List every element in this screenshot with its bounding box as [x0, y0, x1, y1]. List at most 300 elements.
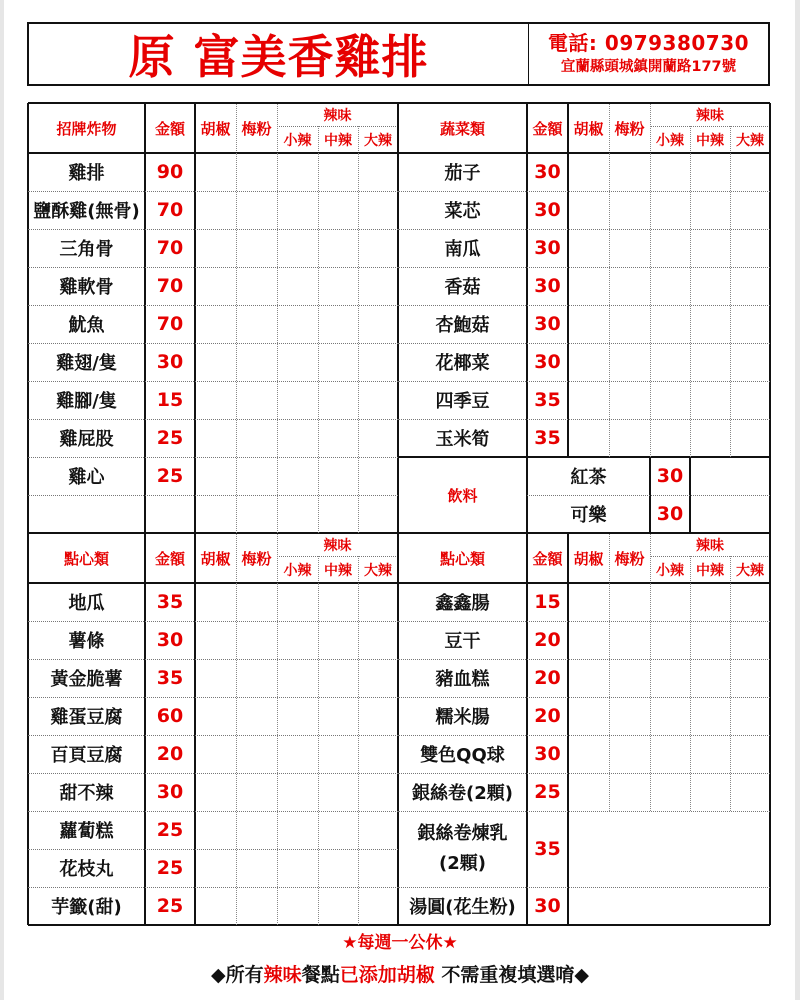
snack-left-option-checkbox[interactable]	[195, 849, 236, 887]
grid-line	[28, 621, 398, 622]
snack-left-option-checkbox[interactable]	[358, 735, 398, 773]
snack-left-item-name: 地瓜	[68, 593, 105, 614]
snack-left-option-checkbox[interactable]	[318, 621, 358, 659]
veg-option-checkbox[interactable]	[568, 191, 609, 229]
veg-option-checkbox[interactable]	[568, 381, 609, 419]
fried-option-checkbox[interactable]	[236, 267, 277, 305]
fried-option-checkbox[interactable]	[277, 305, 318, 343]
grid-line	[730, 126, 731, 153]
grid-line	[28, 697, 398, 698]
veg-option-checkbox[interactable]	[650, 267, 690, 305]
veg-mild-header: 小辣	[656, 132, 684, 149]
snack-left-option-checkbox[interactable]	[277, 659, 318, 697]
snack-right-notes-cell[interactable]	[568, 811, 770, 887]
snack-right-option-checkbox[interactable]	[609, 621, 650, 659]
fried-plum-header: 梅粉	[241, 119, 272, 138]
snack-right-option-checkbox[interactable]	[730, 773, 770, 811]
snack-left-item-price: 35	[156, 667, 184, 689]
snack-right-notes-cell[interactable]	[568, 887, 770, 925]
veg-option-checkbox[interactable]	[568, 153, 609, 191]
fried-item-name: 魷魚	[68, 315, 105, 336]
veg-option-checkbox[interactable]	[730, 267, 770, 305]
snack-right-item-price: 30	[534, 743, 561, 765]
store-address: 宜蘭縣頭城鎮開蘭路177號	[560, 59, 737, 75]
page-edge-left	[0, 0, 4, 1000]
snack-left-option-checkbox[interactable]	[195, 773, 236, 811]
veg-option-checkbox[interactable]	[568, 343, 609, 381]
fried-item-name: 雞排	[68, 163, 105, 184]
fried-item-name: 三角骨	[59, 239, 114, 260]
snack-right-option-checkbox[interactable]	[690, 659, 730, 697]
fried-option-checkbox[interactable]	[318, 305, 358, 343]
snack-right-option-checkbox[interactable]	[690, 735, 730, 773]
veg-item-price: 30	[534, 161, 561, 183]
veg-option-checkbox[interactable]	[650, 153, 690, 191]
fried-mild-header: 小辣	[283, 132, 312, 149]
veg-option-checkbox[interactable]	[650, 229, 690, 267]
snack-left-option-checkbox[interactable]	[277, 773, 318, 811]
fried-option-checkbox[interactable]	[277, 229, 318, 267]
snack-right-item-price: 30	[534, 895, 561, 917]
note-pepper: 已添加胡椒	[339, 964, 435, 986]
grid-line	[650, 533, 651, 583]
fried-option-checkbox[interactable]	[358, 457, 398, 495]
snack-left-option-checkbox[interactable]	[358, 811, 398, 849]
snack-left-option-checkbox[interactable]	[318, 659, 358, 697]
snack-left-item-name: 雞蛋豆腐	[50, 707, 123, 728]
grid-line	[194, 103, 196, 925]
snack-right-hot-header: 大辣	[736, 562, 764, 579]
grid-line	[236, 533, 237, 583]
fried-option-checkbox[interactable]	[277, 267, 318, 305]
veg-option-checkbox[interactable]	[690, 419, 730, 457]
grid-line	[28, 191, 398, 192]
fried-option-checkbox[interactable]	[195, 381, 236, 419]
fried-item-name: 雞腳/隻	[56, 391, 117, 412]
snack-right-option-checkbox[interactable]	[730, 583, 770, 621]
veg-option-checkbox[interactable]	[690, 191, 730, 229]
veg-item-name: 四季豆	[435, 391, 490, 412]
menu-header	[27, 22, 770, 86]
veg-option-checkbox[interactable]	[730, 419, 770, 457]
fried-option-checkbox[interactable]	[277, 381, 318, 419]
fried-option-checkbox[interactable]	[236, 343, 277, 381]
snack-left-option-checkbox[interactable]	[236, 887, 277, 925]
fried-blank-cell[interactable]	[318, 495, 358, 533]
snack-right-option-checkbox[interactable]	[568, 735, 609, 773]
snack-left-item-price: 25	[156, 895, 184, 917]
fried-option-checkbox[interactable]	[358, 153, 398, 191]
fried-option-checkbox[interactable]	[318, 419, 358, 457]
grid-line	[318, 583, 319, 925]
veg-item-price: 30	[534, 351, 561, 373]
veg-item-price: 30	[534, 275, 561, 297]
grid-line	[144, 103, 146, 925]
fried-option-checkbox[interactable]	[277, 419, 318, 457]
veg-option-checkbox[interactable]	[690, 381, 730, 419]
snack-right-option-checkbox[interactable]	[730, 697, 770, 735]
veg-item-price: 30	[534, 199, 561, 221]
veg-option-checkbox[interactable]	[568, 267, 609, 305]
snack-left-option-checkbox[interactable]	[318, 773, 358, 811]
snack-left-option-checkbox[interactable]	[318, 811, 358, 849]
snack-left-option-checkbox[interactable]	[236, 773, 277, 811]
snack-right-option-checkbox[interactable]	[730, 621, 770, 659]
veg-option-checkbox[interactable]	[568, 419, 609, 457]
snack-right-option-checkbox[interactable]	[650, 583, 690, 621]
fried-option-checkbox[interactable]	[277, 457, 318, 495]
snack-left-item-price: 25	[156, 857, 184, 879]
drink-item-name: 紅茶	[570, 467, 607, 488]
grid-line	[28, 532, 770, 534]
veg-option-checkbox[interactable]	[609, 267, 650, 305]
snack-left-option-checkbox[interactable]	[277, 735, 318, 773]
snack-left-option-checkbox[interactable]	[236, 735, 277, 773]
phone-number: 電話: 0979380730	[547, 31, 750, 55]
snack-left-option-checkbox[interactable]	[358, 849, 398, 887]
snack-right-item-name: 豬血糕	[435, 669, 490, 690]
grid-line	[28, 495, 398, 496]
fried-option-checkbox[interactable]	[318, 457, 358, 495]
fried-option-checkbox[interactable]	[277, 191, 318, 229]
note-prefix: ◆所有	[211, 964, 264, 986]
grid-line	[28, 152, 770, 154]
snack-left-option-checkbox[interactable]	[358, 583, 398, 621]
snack-left-item-name: 百頁豆腐	[50, 745, 123, 766]
grid-line	[28, 343, 398, 344]
grid-line	[28, 457, 398, 458]
grid-line	[398, 621, 770, 622]
grid-line	[28, 924, 770, 926]
grid-line	[398, 773, 770, 774]
veg-option-checkbox[interactable]	[650, 191, 690, 229]
fried-option-checkbox[interactable]	[195, 457, 236, 495]
fried-item-price: 25	[156, 465, 184, 487]
veg-option-checkbox[interactable]	[650, 305, 690, 343]
grid-line	[527, 495, 770, 496]
snack-right-option-checkbox[interactable]	[568, 697, 609, 735]
snack-left-option-checkbox[interactable]	[236, 659, 277, 697]
snack-right-option-checkbox[interactable]	[650, 621, 690, 659]
fried-item-price: 70	[156, 275, 184, 297]
grid-line	[277, 103, 278, 153]
fried-option-checkbox[interactable]	[236, 229, 277, 267]
snack-left-option-checkbox[interactable]	[195, 811, 236, 849]
fried-item-price: 25	[156, 427, 184, 449]
grid-line	[397, 103, 399, 925]
veg-option-checkbox[interactable]	[568, 305, 609, 343]
veg-spicy-header: 辣味	[696, 107, 724, 124]
fried-option-checkbox[interactable]	[358, 191, 398, 229]
snack-left-option-checkbox[interactable]	[195, 621, 236, 659]
fried-option-checkbox[interactable]	[195, 153, 236, 191]
fried-option-checkbox[interactable]	[277, 343, 318, 381]
veg-option-checkbox[interactable]	[609, 305, 650, 343]
fried-option-checkbox[interactable]	[318, 191, 358, 229]
snack-right-option-checkbox[interactable]	[609, 735, 650, 773]
fried-item-price: 15	[156, 389, 184, 411]
fried-item-name: 雞心	[68, 467, 105, 488]
snack-right-option-checkbox[interactable]	[568, 621, 609, 659]
grid-line	[398, 735, 770, 736]
veg-option-checkbox[interactable]	[650, 419, 690, 457]
fried-option-checkbox[interactable]	[318, 343, 358, 381]
snack-left-option-checkbox[interactable]	[236, 583, 277, 621]
snack-left-option-checkbox[interactable]	[277, 849, 318, 887]
snack-left-option-checkbox[interactable]	[195, 697, 236, 735]
snack-right-option-checkbox[interactable]	[609, 697, 650, 735]
grid-line	[398, 456, 770, 458]
grid-line	[28, 229, 398, 230]
closed-notice: ★每週一公休★	[342, 933, 458, 953]
veg-item-price: 35	[534, 427, 561, 449]
grid-line	[318, 556, 319, 583]
fried-option-checkbox[interactable]	[195, 419, 236, 457]
grid-line	[650, 126, 770, 127]
veg-option-checkbox[interactable]	[730, 153, 770, 191]
snack-right-pepper-header: 胡椒	[573, 549, 604, 568]
veg-option-checkbox[interactable]	[609, 381, 650, 419]
snack-left-item-price: 30	[156, 629, 184, 651]
snack-left-medium-header: 中辣	[324, 562, 352, 579]
fried-option-checkbox[interactable]	[358, 305, 398, 343]
veg-option-checkbox[interactable]	[609, 343, 650, 381]
snack-right-price-header: 金額	[532, 549, 563, 568]
snack-right-option-checkbox[interactable]	[690, 621, 730, 659]
snack-right-item-name: 豆干	[444, 631, 481, 652]
snack-left-option-checkbox[interactable]	[277, 583, 318, 621]
fried-item-name: 鹽酥雞(無骨)	[33, 201, 140, 222]
veg-option-checkbox[interactable]	[609, 229, 650, 267]
grid-line	[28, 735, 398, 736]
fried-option-checkbox[interactable]	[236, 153, 277, 191]
fried-option-checkbox[interactable]	[358, 381, 398, 419]
grid-line	[398, 305, 770, 306]
snack-left-option-checkbox[interactable]	[358, 887, 398, 925]
snack-right-option-checkbox[interactable]	[730, 659, 770, 697]
store-contact	[529, 24, 768, 84]
grid-line	[398, 419, 770, 420]
fried-blank-cell[interactable]	[358, 495, 398, 533]
grid-line	[28, 849, 398, 850]
snack-right-option-checkbox[interactable]	[650, 659, 690, 697]
drink-quantity-cell[interactable]	[690, 457, 770, 495]
fried-option-checkbox[interactable]	[236, 305, 277, 343]
snack-left-option-checkbox[interactable]	[318, 735, 358, 773]
spicy-note	[0, 960, 800, 987]
fried-blank-cell[interactable]	[28, 495, 145, 533]
snack-left-option-checkbox[interactable]	[195, 887, 236, 925]
grid-line	[650, 556, 770, 557]
snack-left-option-checkbox[interactable]	[236, 697, 277, 735]
grid-line	[28, 305, 398, 306]
fried-option-checkbox[interactable]	[195, 229, 236, 267]
veg-hot-header: 大辣	[736, 132, 764, 149]
fried-option-checkbox[interactable]	[358, 267, 398, 305]
veg-option-checkbox[interactable]	[650, 343, 690, 381]
snack-right-option-checkbox[interactable]	[568, 659, 609, 697]
snack-left-option-checkbox[interactable]	[318, 887, 358, 925]
fried-option-checkbox[interactable]	[236, 191, 277, 229]
fried-blank-cell[interactable]	[277, 495, 318, 533]
fried-blank-cell[interactable]	[145, 495, 195, 533]
veg-option-checkbox[interactable]	[730, 343, 770, 381]
note-suffix: 不需重複填選唷◆	[434, 964, 589, 986]
snack-left-option-checkbox[interactable]	[195, 583, 236, 621]
snack-left-item-price: 60	[156, 705, 184, 727]
snack-right-item-name: 糯米腸	[435, 707, 490, 728]
snack-left-item-name: 蘿蔔糕	[59, 821, 114, 842]
fried-option-checkbox[interactable]	[318, 153, 358, 191]
snack-right-option-checkbox[interactable]	[650, 735, 690, 773]
fried-option-checkbox[interactable]	[195, 343, 236, 381]
snack-left-option-checkbox[interactable]	[195, 659, 236, 697]
fried-option-checkbox[interactable]	[358, 419, 398, 457]
veg-category-header: 蔬菜類	[439, 119, 485, 138]
snack-left-option-checkbox[interactable]	[195, 735, 236, 773]
snack-left-option-checkbox[interactable]	[318, 849, 358, 887]
veg-option-checkbox[interactable]	[690, 229, 730, 267]
grid-line	[28, 419, 398, 420]
grid-line	[398, 697, 770, 698]
snack-left-item-name: 甜不辣	[59, 783, 114, 804]
snack-right-item-price: 20	[534, 667, 561, 689]
snack-right-option-checkbox[interactable]	[650, 697, 690, 735]
snack-right-item-name: 湯圓(花生粉)	[409, 897, 516, 918]
fried-option-checkbox[interactable]	[318, 381, 358, 419]
snack-right-option-checkbox[interactable]	[609, 659, 650, 697]
grid-line	[358, 126, 359, 153]
fried-option-checkbox[interactable]	[195, 305, 236, 343]
snack-left-item-name: 黃金脆薯	[50, 669, 123, 690]
fried-item-price: 70	[156, 199, 184, 221]
fried-option-checkbox[interactable]	[318, 229, 358, 267]
veg-option-checkbox[interactable]	[690, 267, 730, 305]
fried-option-checkbox[interactable]	[236, 381, 277, 419]
fried-option-checkbox[interactable]	[236, 457, 277, 495]
snack-right-option-checkbox[interactable]	[568, 773, 609, 811]
grid-line	[769, 103, 771, 925]
grid-line	[28, 582, 770, 584]
snack-left-item-name: 薯條	[68, 631, 105, 652]
grid-line	[690, 126, 691, 153]
fried-item-name: 雞軟骨	[59, 277, 114, 298]
veg-option-checkbox[interactable]	[690, 153, 730, 191]
snack-left-plum-header: 梅粉	[241, 549, 272, 568]
fried-category-header: 招牌炸物	[56, 119, 117, 138]
veg-plum-header: 梅粉	[614, 119, 645, 138]
veg-option-checkbox[interactable]	[730, 381, 770, 419]
fried-item-price: 70	[156, 313, 184, 335]
grid-line	[236, 103, 237, 153]
grid-line	[398, 811, 770, 812]
fried-option-checkbox[interactable]	[277, 153, 318, 191]
veg-option-checkbox[interactable]	[609, 191, 650, 229]
grid-line	[236, 583, 237, 925]
snack-left-option-checkbox[interactable]	[358, 621, 398, 659]
grid-line	[398, 343, 770, 344]
fried-item-price: 30	[156, 351, 184, 373]
snack-right-option-checkbox[interactable]	[690, 697, 730, 735]
veg-option-checkbox[interactable]	[568, 229, 609, 267]
drink-quantity-cell[interactable]	[690, 495, 770, 533]
fried-price-header: 金額	[154, 119, 185, 138]
snack-right-option-checkbox[interactable]	[690, 583, 730, 621]
snack-left-option-checkbox[interactable]	[236, 621, 277, 659]
veg-option-checkbox[interactable]	[690, 343, 730, 381]
drink-item-price: 30	[656, 503, 684, 525]
veg-option-checkbox[interactable]	[690, 305, 730, 343]
snack-right-option-checkbox[interactable]	[650, 773, 690, 811]
snack-right-item-price: 20	[534, 629, 561, 651]
fried-option-checkbox[interactable]	[318, 267, 358, 305]
drinks-category-header: 飲料	[447, 486, 478, 505]
snack-right-item-price: 25	[534, 781, 561, 803]
snack-left-option-checkbox[interactable]	[318, 583, 358, 621]
snack-left-option-checkbox[interactable]	[358, 697, 398, 735]
fried-option-checkbox[interactable]	[195, 267, 236, 305]
veg-option-checkbox[interactable]	[650, 381, 690, 419]
snack-left-option-checkbox[interactable]	[277, 697, 318, 735]
veg-item-price: 30	[534, 313, 561, 335]
veg-pepper-header: 胡椒	[573, 119, 604, 138]
snack-left-option-checkbox[interactable]	[277, 811, 318, 849]
veg-option-checkbox[interactable]	[609, 153, 650, 191]
veg-option-checkbox[interactable]	[609, 419, 650, 457]
fried-option-checkbox[interactable]	[358, 343, 398, 381]
grid-line	[28, 773, 398, 774]
snack-right-option-checkbox[interactable]	[609, 773, 650, 811]
fried-blank-cell[interactable]	[195, 495, 236, 533]
snack-right-item-name: 銀絲卷(2顆)	[412, 783, 513, 804]
veg-option-checkbox[interactable]	[730, 229, 770, 267]
fried-item-name: 雞屁股	[59, 429, 114, 450]
grid-line	[398, 229, 770, 230]
snack-left-option-checkbox[interactable]	[358, 773, 398, 811]
snack-left-item-price: 20	[156, 743, 184, 765]
grid-line	[28, 659, 398, 660]
snack-right-item-price: 20	[534, 705, 561, 727]
fried-blank-cell[interactable]	[236, 495, 277, 533]
grid-line	[650, 103, 651, 153]
snack-right-item-name	[398, 811, 527, 887]
veg-medium-header: 中辣	[696, 132, 724, 149]
veg-item-name: 香菇	[444, 277, 481, 298]
snack-right-option-checkbox[interactable]	[609, 583, 650, 621]
snack-left-option-checkbox[interactable]	[318, 697, 358, 735]
snack-left-item-price: 25	[156, 819, 184, 841]
snack-right-item-name: 鑫鑫腸	[435, 593, 490, 614]
snack-right-option-checkbox[interactable]	[568, 583, 609, 621]
snack-left-option-checkbox[interactable]	[358, 659, 398, 697]
veg-option-checkbox[interactable]	[730, 305, 770, 343]
snack-right-option-checkbox[interactable]	[690, 773, 730, 811]
page-edge-right	[795, 0, 800, 1000]
grid-line	[358, 583, 359, 925]
snack-left-pepper-header: 胡椒	[200, 549, 231, 568]
snack-left-option-checkbox[interactable]	[277, 621, 318, 659]
snack-right-option-checkbox[interactable]	[730, 735, 770, 773]
snack-left-item-price: 35	[156, 591, 184, 613]
veg-option-checkbox[interactable]	[730, 191, 770, 229]
snack-left-option-checkbox[interactable]	[236, 811, 277, 849]
grid-line	[277, 583, 278, 925]
fried-option-checkbox[interactable]	[358, 229, 398, 267]
fried-option-checkbox[interactable]	[195, 191, 236, 229]
snack-left-option-checkbox[interactable]	[277, 887, 318, 925]
fried-option-checkbox[interactable]	[236, 419, 277, 457]
snack-left-option-checkbox[interactable]	[236, 849, 277, 887]
